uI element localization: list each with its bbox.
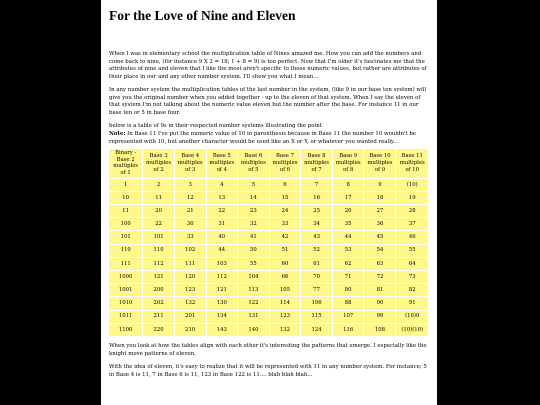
table-cell: 82 [396,284,428,296]
table-cell: 34 [301,218,332,230]
table-cell: (10) [396,179,428,191]
table-cell: 35 [333,218,364,230]
table-cell: (10)(10) [396,324,428,336]
table-cell: 55 [238,258,269,270]
table-cell: 113 [238,284,269,296]
table-cell: 51 [270,245,301,257]
table-header-row [109,149,428,178]
table-cell: 22 [143,218,174,230]
column-header: Base 5 multiples of 4 [207,149,238,178]
table-cell: 45 [364,231,395,243]
table-cell: 100 [109,218,142,230]
table-cell: 81 [364,284,395,296]
table-cell: 33 [270,218,301,230]
table-cell: 32 [238,218,269,230]
table-cell: 16 [301,192,332,204]
after-paragraph-1: When you look at how the tables align with each other it's interesting the patterns that emerge. I especially like the knight move patterns of eleven. [109,342,427,357]
table-cell: 132 [175,297,206,309]
table-cell: 1011 [109,311,142,323]
table-cell: 52 [301,245,332,257]
table-cell: 121 [143,271,174,283]
table-cell: 54 [364,245,395,257]
column-header: Base 9 multiples of 8 [333,149,364,178]
table-row [109,284,428,296]
table-cell: 55 [396,245,428,257]
table-cell: 41 [238,231,269,243]
table-cell: 50 [238,245,269,257]
table-row [109,271,428,283]
table-cell: 202 [143,297,174,309]
table-cell: 103 [207,258,238,270]
table-cell: 40 [207,231,238,243]
table-cell: 28 [396,205,428,217]
table-cell: 131 [238,311,269,323]
intro-paragraph-2: In any number system the multiplication tables of the last number in the system, (like 9 in our base ten system) will give you the original number when you added together - up to the eleven of that system. When I say the eleven of that system I'm not talking about the numeric value eleven but the number after the base. For instance 11 in our base ten or 5 in base four. [109,87,427,117]
column-header: Base 10 multiples of 9 [364,149,395,178]
table-cell: 1 [109,179,142,191]
note-text: In Base 11 I've put the numeric value of 10 in parenthesis because in Base 11 the number 10 wouldn't be represented with 10, but another character would be used like an X or Y, or whatever you wanted really... [109,130,416,145]
table-cell: 122 [238,297,269,309]
note-label: Note: [109,130,126,137]
table-cell: 111 [109,258,142,270]
table-cell: 106 [301,297,332,309]
table-intro-paragraph [109,123,429,146]
table-cell: 88 [333,297,364,309]
table-cell: 36 [364,218,395,230]
table-cell: 20 [143,205,174,217]
table-cell: 2 [143,179,174,191]
table-cell: 33 [175,231,206,243]
table-row [109,311,428,323]
table-cell: 211 [143,311,174,323]
table-row [109,218,428,230]
table-cell: 30 [175,218,206,230]
table-cell: 102 [175,245,206,257]
column-header: Base 6 multiples of 5 [238,149,269,178]
column-header: Base 11 multiples of 10 [396,149,428,178]
table-cell: 11 [109,205,142,217]
table-cell: 1010 [109,297,142,309]
table-cell: 14 [238,192,269,204]
table-cell: 73 [396,271,428,283]
table-cell: 90 [364,297,395,309]
table-cell: 10 [109,192,142,204]
table-cell: 43 [301,231,332,243]
page-title: For the Love of Nine and Eleven [109,8,296,23]
table-cell: 72 [364,271,395,283]
table-cell: 132 [270,324,301,336]
table-row [109,192,428,204]
table-cell: 220 [143,324,174,336]
table-cell: 1100 [109,324,142,336]
table-cell: 114 [270,297,301,309]
table-cell: 21 [175,205,206,217]
table-cell: 134 [207,311,238,323]
multiplication-table [108,148,429,337]
table-row [109,231,428,243]
table-cell: 27 [364,205,395,217]
table-cell: 63 [364,258,395,270]
column-header: Base 7 multiples of 6 [270,149,301,178]
table-cell: 115 [301,311,332,323]
table-cell: 44 [333,231,364,243]
column-header: Base 3 multiples of 2 [143,149,174,178]
column-header: Base 8 multiples of 7 [301,149,332,178]
table-cell: 23 [238,205,269,217]
table-cell: 18 [364,192,395,204]
table-cell: 70 [301,271,332,283]
table-cell: 13 [207,192,238,204]
table-cell: 1001 [109,284,142,296]
table-cell: (10)0 [396,311,428,323]
table-body [109,179,428,336]
table-cell: 140 [238,324,269,336]
table-cell: 123 [270,311,301,323]
table-cell: 46 [396,231,428,243]
table-cell: 210 [175,324,206,336]
after-paragraph-2: With the idea of eleven, it's easy to realize that it will be represented with 11 in any number system. For instance; 5 in Base 4 is 11, 7 in Base 6 is 11, 123 in Base 122 is 11.... blah blah blah... [109,363,427,378]
table-cell: 130 [207,297,238,309]
table-cell: 4 [207,179,238,191]
table-cell: 143 [207,324,238,336]
table-cell: 104 [238,271,269,283]
table-cell: 112 [143,258,174,270]
table-cell: 110 [143,245,174,257]
table-cell: 11 [143,192,174,204]
table-cell: 44 [207,245,238,257]
table-cell: 124 [301,324,332,336]
table-cell: 60 [270,258,301,270]
table-cell: 1000 [109,271,142,283]
table-row [109,179,428,191]
table-cell: 22 [207,205,238,217]
table-cell: 15 [270,192,301,204]
table-cell: 61 [301,258,332,270]
table-cell: 64 [396,258,428,270]
table-cell: 77 [301,284,332,296]
table-cell: 19 [396,192,428,204]
column-header: Binary - Base 2 multiples of 1 [109,149,142,178]
table-cell: 6 [270,179,301,191]
table-cell: 9 [364,179,395,191]
table-cell: 17 [333,192,364,204]
table-cell: 99 [364,311,395,323]
table-cell: 116 [333,324,364,336]
table-cell: 53 [333,245,364,257]
table-row [109,205,428,217]
table-cell: 37 [396,218,428,230]
table-cell: 8 [333,179,364,191]
table-cell: 121 [207,284,238,296]
intro-paragraph-1: When I was in elementary school the multiplication table of Nines amazed me. How you can add the numbers and come back to nine, (for instance 9 X 2 = 18; 1 + 8 = 9) is too perfect. Now that I'm older it's fascinates me that the attributes of nine and eleven that I like the most aren't specific to those numeric values, but rather are attributes of their place in our and any other number system. I'll show you what I mean... [109,50,427,80]
table-cell: 12 [175,192,206,204]
table-cell: 31 [207,218,238,230]
table-cell: 5 [238,179,269,191]
table-cell: 71 [333,271,364,283]
table-cell: 26 [333,205,364,217]
table-cell: 123 [175,284,206,296]
table-row [109,324,428,336]
table-cell: 42 [270,231,301,243]
table-cell: 105 [270,284,301,296]
table-cell: 108 [364,324,395,336]
column-header: Base 4 multiples of 3 [175,149,206,178]
table-cell: 107 [333,311,364,323]
table-cell: 3 [175,179,206,191]
table-cell: 24 [270,205,301,217]
table-cell: 201 [175,311,206,323]
table-intro-text: below is a table of 9s in their respected number systems illustrating the point [109,123,322,130]
table-row [109,258,428,270]
table-cell: 25 [301,205,332,217]
table-cell: 200 [143,284,174,296]
table-row [109,297,428,309]
table-cell: 112 [207,271,238,283]
table-cell: 120 [175,271,206,283]
table-cell: 111 [175,258,206,270]
table-cell: 91 [396,297,428,309]
table-row [109,245,428,257]
table-cell: 101 [143,231,174,243]
table-cell: 62 [333,258,364,270]
table-cell: 66 [270,271,301,283]
table-cell: 7 [301,179,332,191]
article-page [101,0,437,405]
table-cell: 110 [109,245,142,257]
table-cell: 80 [333,284,364,296]
table-cell: 101 [109,231,142,243]
